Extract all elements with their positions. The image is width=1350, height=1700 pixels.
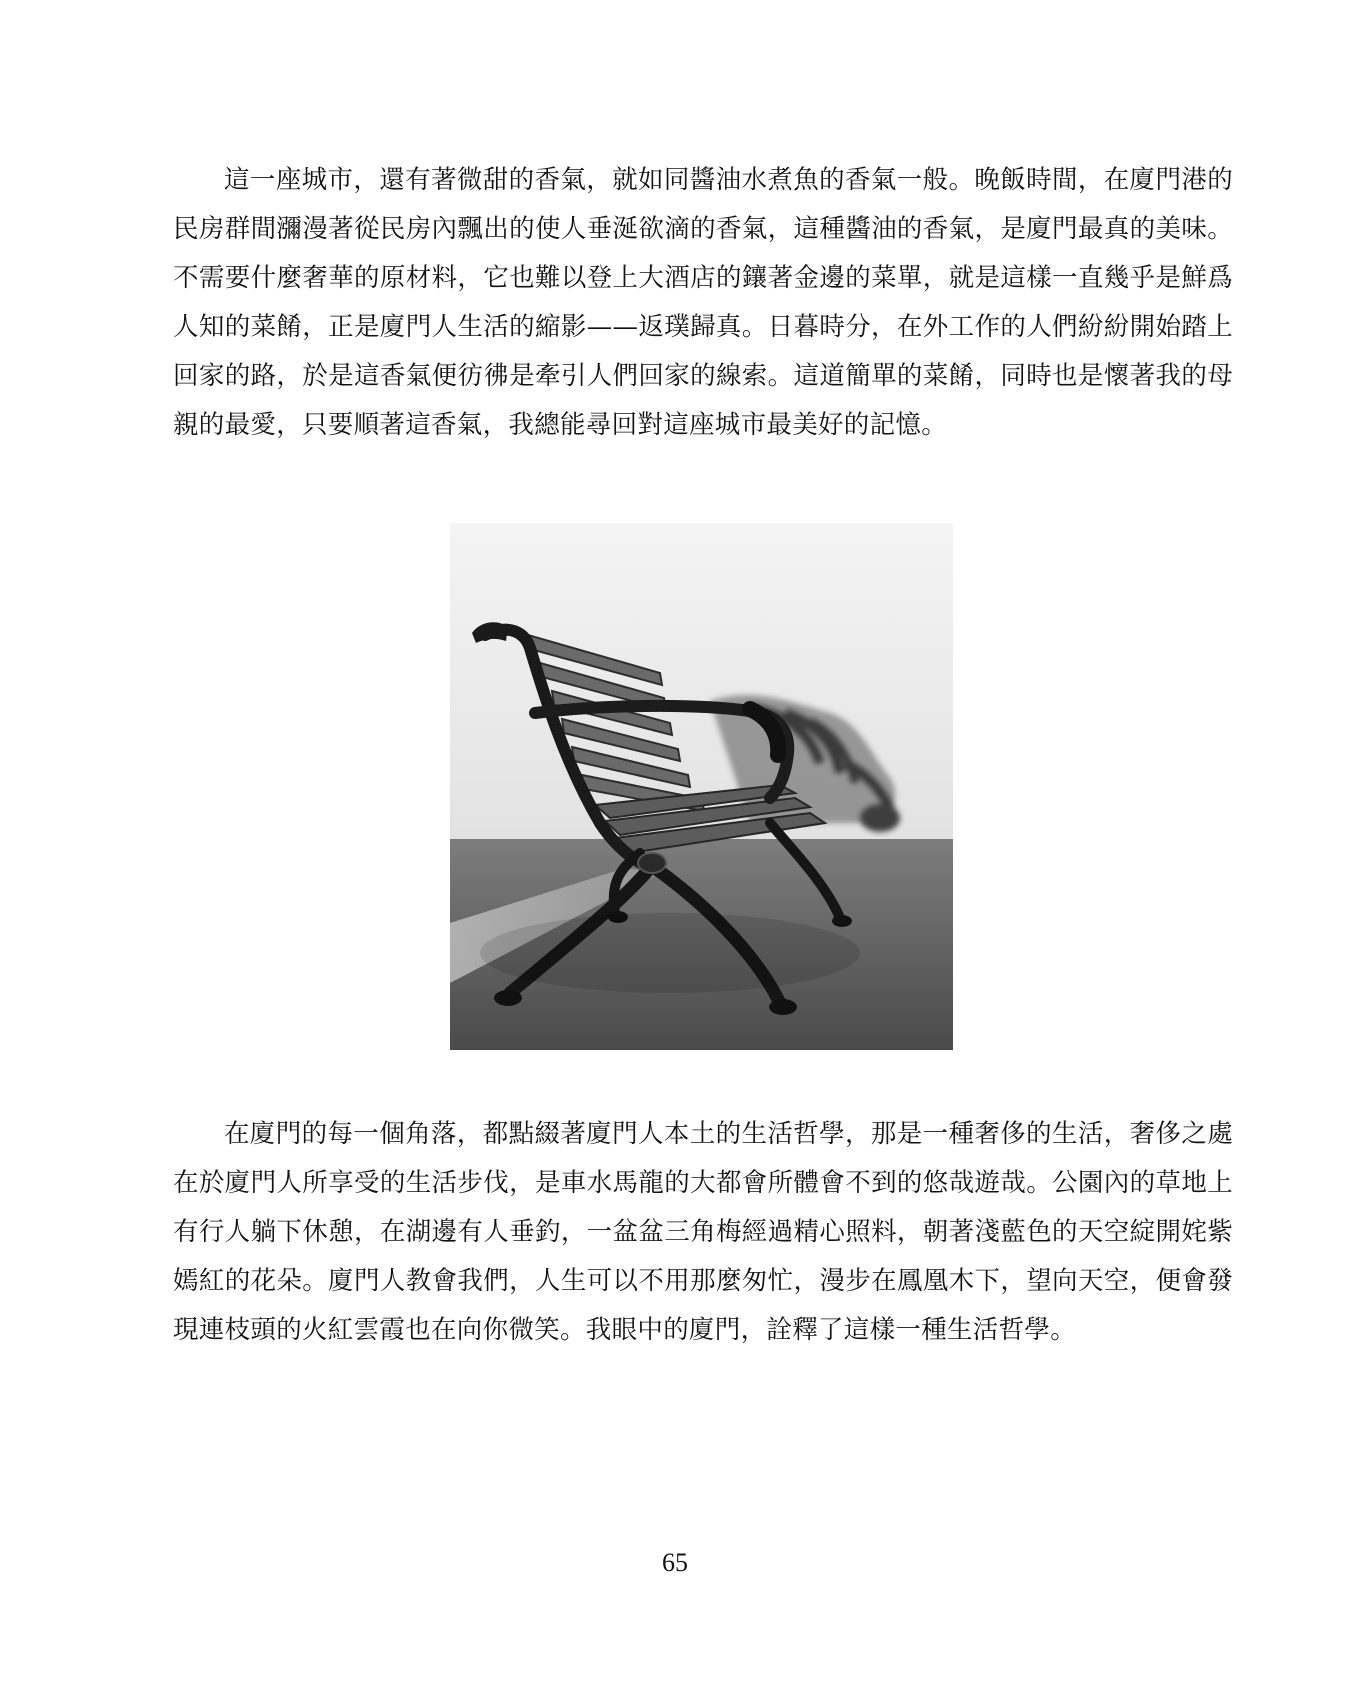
paragraph-1: 這一座城市，還有著微甜的香氣，就如同醬油水煮魚的香氣一般。晚飯時間，在廈門港的民房群間瀰漫著從民房內飄出的使人垂涎欲滴的香氣，這種醬油的香氣，是廈門最真的美味。不需要什麼奢華的原材料，它也難以登上大酒店的鑲著金邊的菜單，就是這樣一直幾乎是鮮爲人知的菜餚，正是廈門人生活的縮影——返璞歸真。日暮時分，在外工作的人們紛紛開始踏上回家的路，於是這香氣便彷彿是牽引人們回家的線索。這道簡單的菜餚，同時也是懷著我的母親的最愛，只要順著這香氣，我總能尋回對這座城市最美好的記憶。	[173, 165, 1233, 440]
paragraph-2: 在廈門的每一個角落，都點綴著廈門人本土的生活哲學，那是一種奢侈的生活，奢侈之處在於廈門人所享受的生活步伐，是車水馬龍的大都會所體會不到的悠哉遊哉。公園內的草地上有行人躺下休憩，在湖邊有人垂釣，一盆盆三角梅經過精心照料，朝著淺藍色的天空綻開姹紫嫣紅的花朵。廈門人教會我們，人生可以不用那麼匆忙，漫步在鳳凰木下，望向天空，便會發現連枝頭的火紅雲霞也在向你微笑。我眼中的廈門，詮釋了這樣一種生活哲學。	[173, 1119, 1233, 1345]
page-number: 65	[662, 1548, 688, 1577]
park-bench-photo	[450, 523, 953, 1050]
